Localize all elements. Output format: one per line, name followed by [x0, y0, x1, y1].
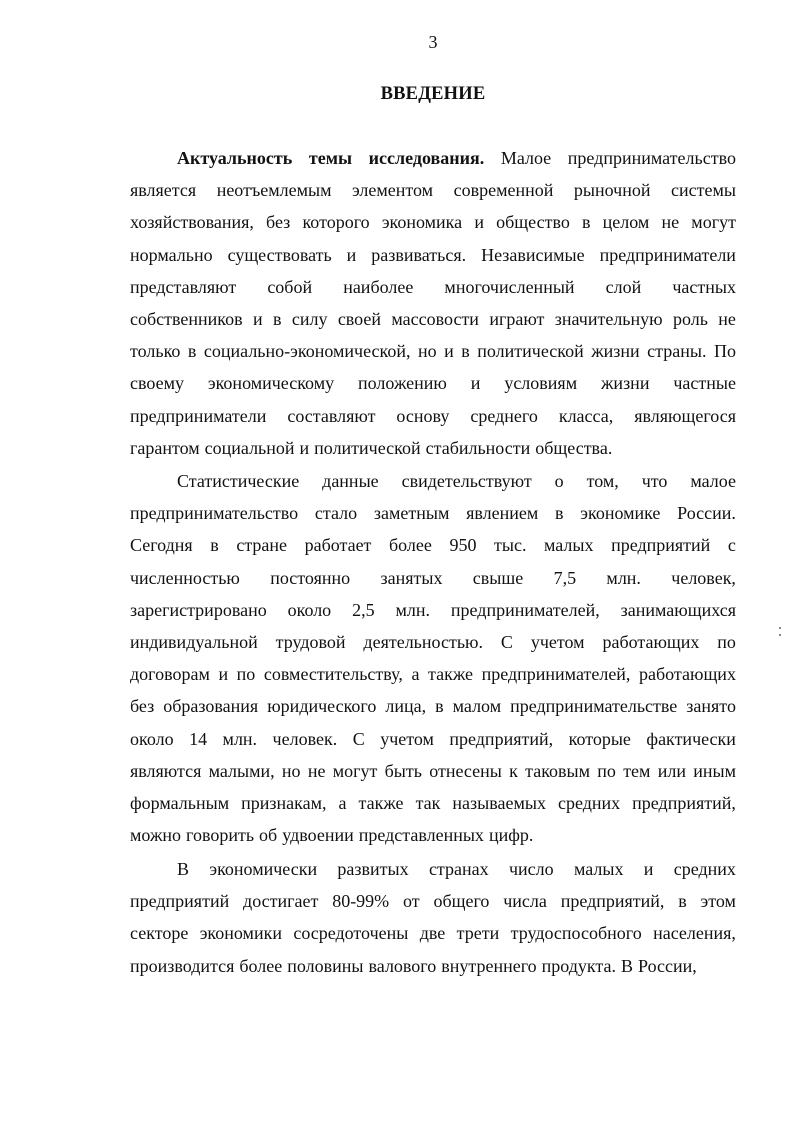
word: темы: [308, 148, 353, 168]
word: общего: [433, 891, 490, 912]
text-line: [130, 885, 736, 917]
word: частных: [672, 276, 736, 297]
text-line: [130, 400, 736, 432]
word: гарантом: [130, 437, 200, 458]
word: В: [621, 955, 634, 976]
word: многочисленный: [444, 276, 575, 297]
word: и: [643, 859, 654, 879]
word: также: [358, 792, 404, 813]
word: также: [428, 664, 474, 685]
scan-artifact: [779, 634, 781, 636]
word: 80-99%: [332, 891, 390, 912]
text-line: [130, 950, 736, 982]
word: стабильности: [425, 437, 531, 458]
word: а: [338, 792, 347, 813]
word: условиям: [504, 373, 578, 394]
word: положению: [358, 373, 447, 394]
word: работающих: [602, 631, 700, 652]
word: и: [299, 437, 310, 458]
word: млн.: [395, 599, 431, 620]
word: экономическому: [207, 373, 335, 394]
word: малыми,: [208, 760, 275, 781]
word: представляют: [130, 276, 237, 297]
word: политической: [477, 341, 584, 362]
word: заметным: [373, 503, 450, 524]
word: что: [641, 471, 668, 491]
word: занимающихся: [620, 599, 736, 620]
word: которые: [568, 728, 631, 749]
word: млн.: [606, 567, 641, 588]
text-line: [130, 658, 736, 690]
word: предприниматели: [599, 244, 736, 265]
word: договорам: [130, 664, 210, 685]
word: том,: [586, 471, 619, 491]
word: производится: [130, 955, 235, 976]
text-line: [130, 335, 736, 367]
word: человек.: [272, 728, 338, 749]
word: не: [307, 760, 326, 781]
word: отнесены: [429, 760, 502, 781]
word: играют: [489, 308, 545, 329]
text-line: [130, 142, 736, 174]
word: малых: [573, 859, 624, 879]
word: по: [236, 664, 256, 685]
word: экономика: [381, 212, 463, 233]
word: предприятий: [611, 535, 711, 556]
word: социально-экономической,: [203, 341, 411, 362]
word: деятельностью.: [363, 631, 483, 652]
word: роль: [672, 308, 708, 329]
word: странах: [428, 859, 489, 879]
word: политической: [314, 437, 421, 458]
word: общества.: [535, 437, 613, 458]
word: своему: [130, 373, 184, 394]
word: в: [582, 212, 591, 233]
section-heading: ВВЕДЕНИЕ: [380, 84, 486, 104]
text-line: [130, 497, 736, 529]
word: говорить: [186, 825, 255, 846]
word: млн.: [222, 728, 258, 749]
word: около: [130, 728, 174, 749]
word: экономически: [209, 859, 318, 879]
word: в: [435, 696, 444, 717]
word: человек,: [671, 567, 736, 588]
word: более: [388, 535, 432, 556]
word: стало: [314, 503, 358, 524]
word: к: [509, 760, 518, 781]
word: предпринимательство: [567, 148, 736, 168]
word: постоянно: [270, 567, 351, 588]
text-line: [130, 626, 736, 658]
word: значительную: [554, 308, 663, 329]
word: учетом: [380, 728, 434, 749]
paragraph-developed-countries: [130, 853, 736, 982]
word: современной: [453, 180, 554, 201]
word: половины: [287, 955, 364, 976]
word: предприятий,: [449, 728, 554, 749]
word: России.: [677, 503, 736, 524]
text-line: [130, 174, 736, 206]
word: общество: [496, 212, 570, 233]
word: в: [272, 308, 282, 329]
word: экономике: [580, 503, 661, 524]
word: две: [419, 923, 446, 944]
word: хозяйствования,: [130, 212, 254, 233]
paragraph-statistics: [130, 465, 736, 851]
text-line: [130, 819, 736, 851]
word: так: [415, 792, 441, 813]
word: представленных: [358, 825, 484, 846]
word: и: [474, 212, 484, 233]
text-line: [130, 787, 736, 819]
word: сосредоточены: [293, 923, 409, 944]
word: населения,: [653, 923, 736, 944]
word: не: [718, 308, 736, 329]
word: неотъемлемым: [216, 180, 332, 201]
word: совместительству,: [263, 664, 403, 685]
word: С: [352, 728, 365, 749]
word: и: [470, 373, 481, 394]
text-line: [130, 562, 736, 594]
word: формальным: [130, 792, 230, 813]
text-line: [130, 206, 736, 238]
scan-artifact: [779, 627, 781, 629]
word: 950: [449, 535, 477, 556]
text-line: [130, 853, 736, 885]
word: могут: [691, 212, 736, 233]
text-line: [130, 239, 736, 271]
text-line: [130, 303, 736, 335]
word: свыше: [472, 567, 524, 588]
word: В: [177, 859, 190, 879]
word: которого: [302, 212, 370, 233]
word: предпринимателей,: [481, 664, 631, 685]
word: о: [554, 471, 564, 491]
word: Статистические: [177, 471, 300, 491]
text-line: [130, 755, 736, 787]
word: развиваться.: [371, 244, 467, 265]
word: более: [239, 955, 283, 976]
word: жизни: [591, 341, 640, 362]
word: целом: [602, 212, 650, 233]
word: предпринимательстве: [510, 696, 678, 717]
word: явлением: [466, 503, 539, 524]
word: По: [713, 341, 736, 362]
word: малом: [452, 696, 502, 717]
word: индивидуальной: [130, 631, 258, 652]
word: предприятий,: [560, 891, 665, 912]
word: нормально: [130, 244, 213, 265]
text-line: [130, 367, 736, 399]
word: предприятий,: [632, 792, 736, 813]
text-line: [130, 271, 736, 303]
word: образования: [163, 696, 259, 717]
word: предприятий: [130, 891, 230, 912]
word: собственников: [130, 308, 243, 329]
word: малых: [544, 535, 594, 556]
word: своей: [337, 308, 382, 329]
word: удвоении: [282, 825, 354, 846]
word: от: [403, 891, 420, 912]
text-line: [130, 465, 736, 497]
word: числа: [503, 891, 547, 912]
word: зарегистрировано: [130, 599, 267, 620]
word: достигает: [243, 891, 319, 912]
word: Сегодня: [130, 535, 193, 556]
text-line: [130, 917, 736, 949]
word: с: [727, 535, 736, 556]
word: 2,5: [352, 599, 375, 620]
word: основу: [396, 405, 450, 426]
word: свидетельствуют: [401, 471, 532, 491]
word: и: [346, 244, 357, 265]
word: секторе: [130, 923, 189, 944]
word: слой: [605, 276, 642, 297]
word: России,: [638, 955, 697, 976]
word: в: [555, 503, 564, 524]
word: в: [461, 341, 470, 362]
word: внутреннего: [441, 955, 537, 976]
word: цифр.: [488, 825, 534, 846]
word: тыс.: [494, 535, 527, 556]
word: составляют: [287, 405, 376, 426]
word: и: [252, 308, 263, 329]
word: можно: [130, 825, 182, 846]
word: но: [281, 760, 301, 781]
word: фактически: [646, 728, 736, 749]
word: этом: [700, 891, 736, 912]
word: предпринимателей,: [450, 599, 600, 620]
word: собой: [267, 276, 313, 297]
word: средних: [557, 792, 621, 813]
word: но: [417, 341, 437, 362]
word: исследования.: [368, 148, 485, 168]
word: по: [717, 631, 736, 652]
word: численностью: [130, 567, 240, 588]
word: могут: [332, 760, 378, 781]
word: продукта.: [541, 955, 616, 976]
word: развитых: [337, 859, 409, 879]
word: об: [259, 825, 278, 846]
word: признакам,: [241, 792, 327, 813]
word: является: [130, 180, 197, 201]
word: или: [657, 760, 686, 781]
word: в: [187, 341, 197, 362]
page-number: 3: [428, 32, 438, 52]
word: иным: [693, 760, 736, 781]
word: валового: [368, 955, 437, 976]
word: не: [661, 212, 680, 233]
word: трети: [456, 923, 500, 944]
word: таковым: [525, 760, 591, 781]
word: среднего: [470, 405, 538, 426]
word: жизни: [601, 373, 650, 394]
word: работающих: [639, 664, 736, 685]
word: являются: [130, 760, 202, 781]
word: Актуальность: [177, 148, 293, 168]
word: юридического: [267, 696, 377, 717]
text-line: [130, 529, 736, 561]
word: занятых: [380, 567, 443, 588]
word: 7,5: [553, 567, 577, 588]
word: наиболее: [343, 276, 414, 297]
word: Независимые: [481, 244, 585, 265]
word: рыночной: [573, 180, 651, 201]
word: Малое: [500, 148, 552, 168]
word: средних: [673, 859, 736, 879]
word: только: [130, 341, 181, 362]
word: без: [130, 696, 155, 717]
word: элементом: [352, 180, 434, 201]
word: силу: [291, 308, 328, 329]
word: около: [287, 599, 332, 620]
word: учетом: [530, 631, 585, 652]
text-line: [130, 594, 736, 626]
paragraph-relevance: [130, 142, 736, 464]
word: С: [500, 631, 513, 652]
text-line: [130, 690, 736, 722]
word: без: [266, 212, 291, 233]
word: а: [411, 664, 420, 685]
word: экономики: [199, 923, 282, 944]
text-line: [130, 432, 736, 464]
word: массовости: [391, 308, 479, 329]
word: предприниматели: [130, 405, 267, 426]
word: в: [678, 891, 687, 912]
word: по: [597, 760, 616, 781]
word: 14: [189, 728, 208, 749]
word: страны.: [647, 341, 707, 362]
word: трудоспособного: [510, 923, 642, 944]
word: частные: [673, 373, 736, 394]
word: предпринимательство: [130, 503, 299, 524]
word: существовать: [227, 244, 332, 265]
word: быть: [384, 760, 422, 781]
word: тем: [623, 760, 651, 781]
word: трудовой: [275, 631, 346, 652]
word: малое: [690, 471, 736, 491]
word: лица,: [385, 696, 427, 717]
word: класса,: [558, 405, 614, 426]
word: называемых: [452, 792, 546, 813]
word: число: [508, 859, 554, 879]
word: данные: [322, 471, 379, 491]
word: работает: [304, 535, 372, 556]
word: социальной: [204, 437, 295, 458]
word: являющегося: [634, 405, 736, 426]
word: занято: [686, 696, 736, 717]
word: стране: [236, 535, 288, 556]
word: и: [444, 341, 454, 362]
text-line: [130, 723, 736, 755]
word: системы: [671, 180, 736, 201]
word: в: [210, 535, 219, 556]
word: и: [218, 664, 229, 685]
